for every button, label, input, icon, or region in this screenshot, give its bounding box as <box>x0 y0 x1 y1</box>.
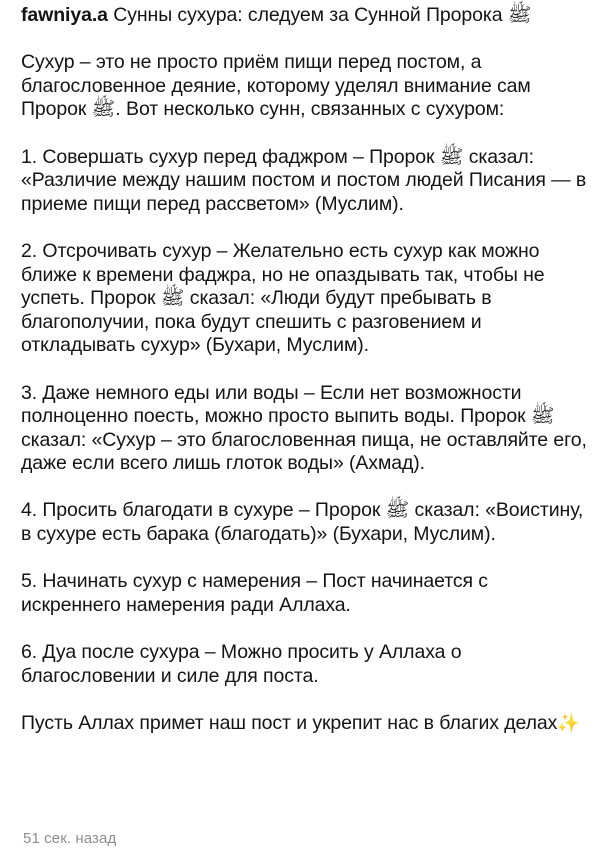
post-caption <box>21 4 591 735</box>
sparkles-icon: ✨ <box>557 712 580 734</box>
sunnah-item-1: 1. Совершать сухур перед фаджром – Пророк ﷺ сказал: «Различие между нашим постом и постом людей Писания — в приеме пищи перед рассветом» (Муслим). <box>21 145 587 215</box>
sunnah-item-5: 5. Начинать сухур с намерения – Пост начинается с искреннего намерения ради Аллаха. <box>21 570 488 616</box>
caption-closing <box>21 712 591 736</box>
closing-text: Пусть Аллах примет наш пост и укрепит нас в благих делах <box>21 711 558 734</box>
sunnah-item-4: 4. Просить благодати в сухуре – Пророк ﷺ сказал: «Воистину, в сухуре есть барака (благодать)» (Бухари, Муслим). <box>21 499 584 546</box>
caption-title: Сунны сухура: следуем за Сунной Пророка ﷺ <box>113 4 532 26</box>
sunnah-item-3: 3. Даже немного еды или воды – Если нет возможности полноценно поесть, можно просто выпить воды. Пророк ﷺ сказал: «Сухур – это благословенная пища, не оставляйте его, даже если всего лишь глоток воды» (Ахмад). <box>21 381 587 475</box>
post-timestamp[interactable]: 51 сек. назад <box>23 830 117 847</box>
username-link[interactable]: fawniya.a <box>21 4 108 26</box>
caption-header <box>21 4 591 28</box>
caption-intro: Сухур – это не просто приём пищи перед постом, а благословенное деяние, которому уделял внимание сам Пророк ﷺ. Вот несколько сунн, связанных с сухуром: <box>21 51 531 121</box>
sunnah-item-6: 6. Дуа после сухура – Можно просить у Аллаха о благословении и силе для поста. <box>21 641 462 687</box>
sunnah-item-2: 2. Отсрочивать сухур – Желательно есть сухур как можно ближе к времени фаджра, но не опаздывать так, чтобы не успеть. Пророк ﷺ сказал: «Люди будут пребывать в благополучии, пока будут спешить с разговением и откладывать сухур» (Бухари, Муслим). <box>21 239 545 357</box>
